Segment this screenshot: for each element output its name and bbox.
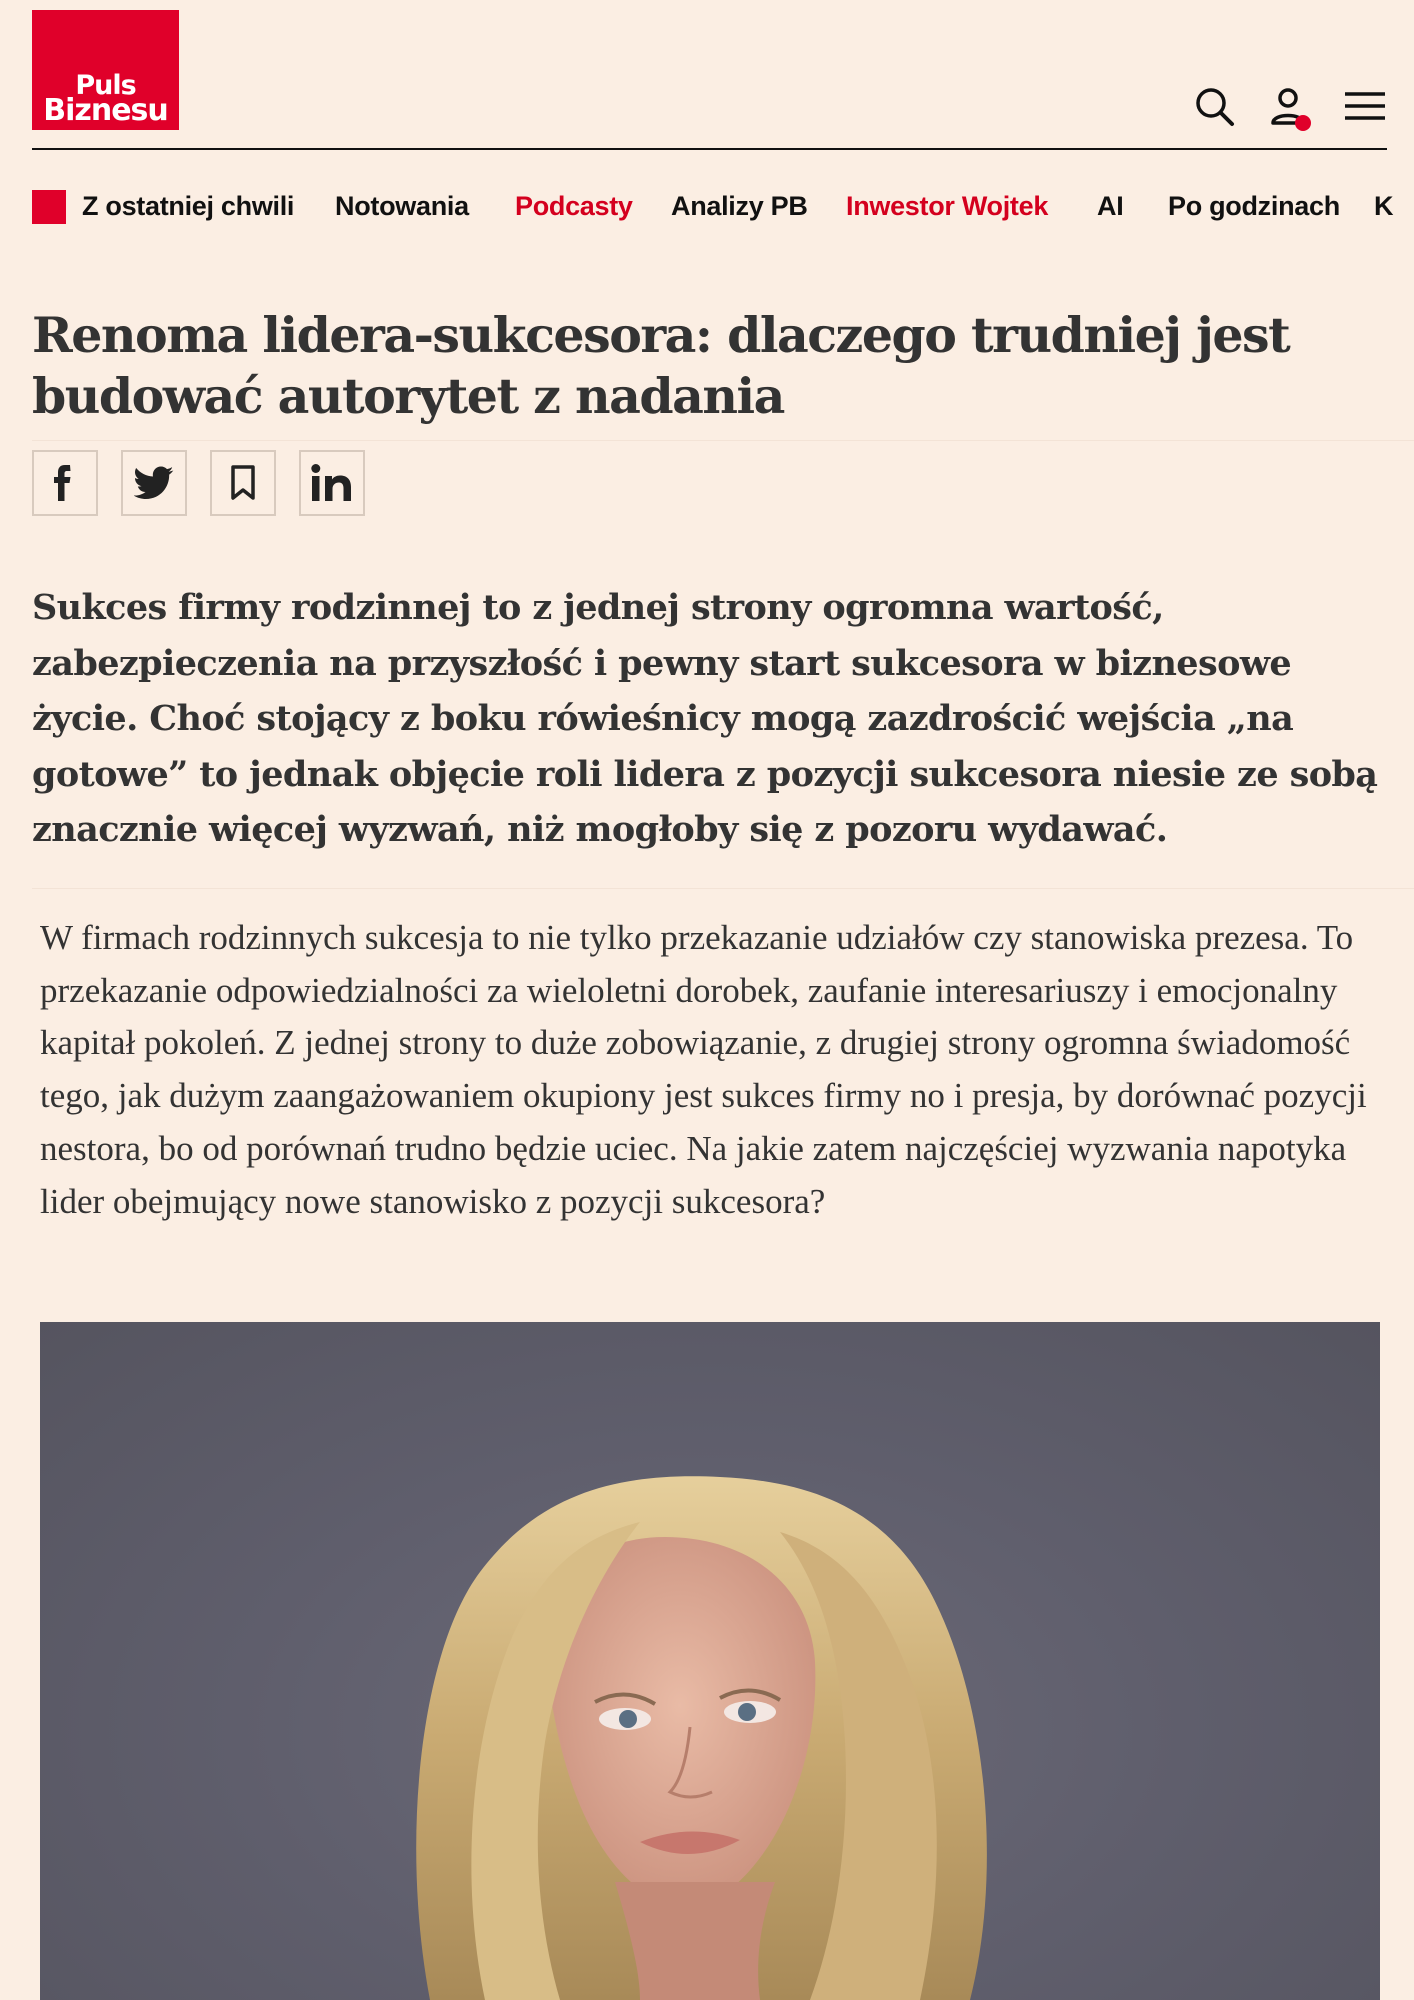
nav-item-more[interactable]: K <box>1374 191 1394 221</box>
article-body-paragraph: W firmach rodzinnych sukcesja to nie tylko przekazanie udziałów czy stanowiska prezesa. To przekazanie odpowiedzialności za wieloletni dorobek, zaufanie interesariuszy i emocjonalny kapitał pokoleń. Z jednej strony to duże zobowiązanie, z drugiej strony ogromna świadomość tego, jak dużym zaangażowaniem okupiony jest sukces firmy no i presja, by dorównać pozycji nestora, bo od porównań trudno będzie uciec. Na jakie zatem najczęściej wyzwania napotyka lider obejmujący nowe stanowisko z pozycji sukcesora? <box>40 918 1367 1221</box>
divider <box>32 440 1414 441</box>
notification-dot <box>1295 115 1311 131</box>
nav-item-ai[interactable]: AI <box>1097 191 1124 221</box>
bookmark-icon <box>229 464 257 502</box>
nav-item-after-hours[interactable]: Po godzinach <box>1168 191 1340 221</box>
share-facebook-button[interactable] <box>32 450 98 516</box>
logo-line-2: Biznesu <box>43 93 168 128</box>
divider <box>32 888 1414 889</box>
article-lead: Sukces firmy rodzinnej to z jednej strony ogromna wartość, zabezpieczenia na przyszłość i pewny start sukcesora w biznesowe życie. Choć stojący z boku rówieśnicy mogą zazdrościć wejścia „na gotowe” to jednak objęcie roli lidera z pozycji sukcesora niesie ze sobą znacznie więcej wyzwań, niż mogłoby się z pozoru wydawać. <box>32 587 1378 850</box>
menu-icon[interactable] <box>1343 85 1387 129</box>
share-twitter-button[interactable] <box>121 450 187 516</box>
search-icon[interactable] <box>1193 85 1237 129</box>
article-title: Renoma lidera-sukcesora: dlaczego trudniej jest budować autorytet z nadania <box>32 306 1290 425</box>
nav-item-investor[interactable]: Inwestor Wojtek <box>846 191 1049 221</box>
nav-item-quotes[interactable]: Notowania <box>335 191 469 221</box>
nav-item-analyses[interactable]: Analizy PB <box>671 191 808 221</box>
breaking-news-marker <box>32 190 66 224</box>
logo-line-1: Puls <box>75 70 136 101</box>
header-actions <box>1167 85 1387 145</box>
site-logo[interactable] <box>32 10 179 130</box>
linkedin-icon <box>310 463 354 503</box>
twitter-icon <box>134 466 174 500</box>
nav-item-podcasts[interactable]: Podcasty <box>515 191 633 221</box>
nav-item-latest[interactable]: Z ostatniej chwili <box>82 191 295 221</box>
user-account-icon[interactable] <box>1269 85 1313 129</box>
share-linkedin-button[interactable] <box>299 450 365 516</box>
bookmark-button[interactable] <box>210 450 276 516</box>
facebook-icon <box>50 463 80 503</box>
category-nav <box>32 184 1414 232</box>
site-header <box>32 10 1387 150</box>
portrait-illustration <box>40 1322 1380 2000</box>
article-photo <box>40 1322 1380 2000</box>
